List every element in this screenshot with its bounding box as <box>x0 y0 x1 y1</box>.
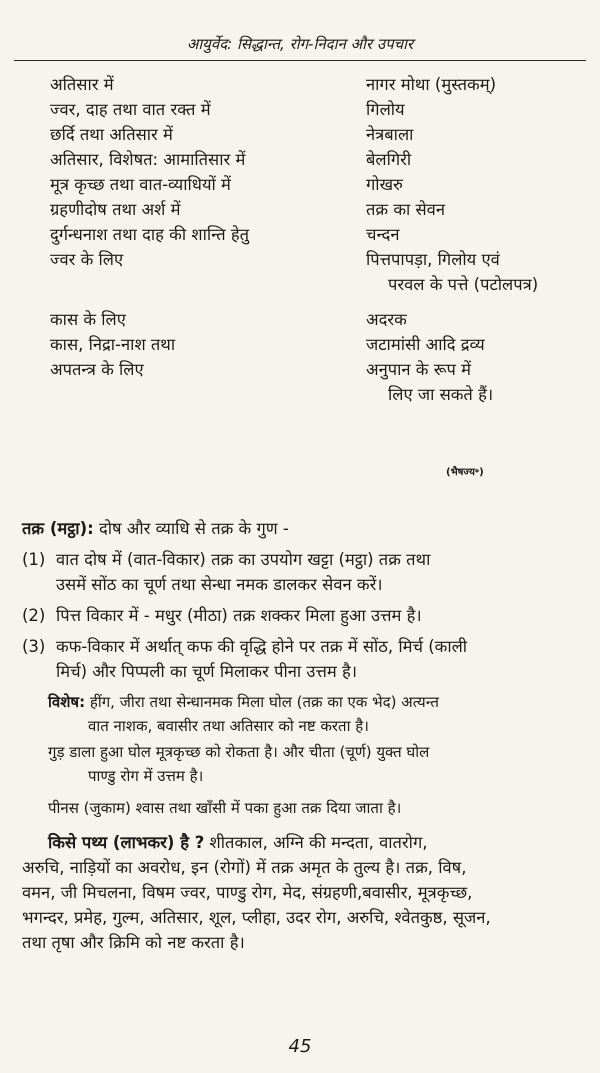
remedy-cell: अनुपान के रूप में <box>366 360 472 379</box>
takra-heading: तक्र (मट्ठा): <box>22 519 94 538</box>
remedy-cell: परवल के पत्ते (पटोलपत्र) <box>388 275 539 294</box>
pathya-text-line: वमन, जी मिचलना, विषम ज्वर, पाण्डु रोग, मेद, संग्रहणी,बवासीर, मूत्रकृच्छ, <box>22 883 473 902</box>
condition-cell: ग्रहणीदोष तथा अर्श में <box>50 200 181 219</box>
remedy-cell: चन्दन <box>366 225 400 244</box>
condition-cell <box>50 382 366 407</box>
item-text-continued: मिर्च) और पिप्पली का चूर्ण मिलाकर पीना उत्तम है। <box>56 662 357 681</box>
main-text <box>22 516 582 961</box>
remedy-cell: पित्तपापड़ा, गिलोय एवं <box>366 250 500 269</box>
remedy-cell: तक्र का सेवन <box>366 200 445 219</box>
table-row <box>50 382 570 407</box>
table-row <box>50 307 570 332</box>
item-number: (1) <box>22 550 46 569</box>
item-number: (3) <box>22 637 46 656</box>
page-number: 45 <box>288 1036 312 1057</box>
condition-cell: दुर्गन्धनाश तथा दाह की शान्ति हेतु <box>50 225 250 244</box>
remedy-cell: जटामांसी आदि द्रव्य <box>366 335 485 354</box>
takra-intro: दोष और व्याधि से तक्र के गुण - <box>98 519 289 538</box>
condition-cell: अतिसार, विशेषत: आमातिसार में <box>50 150 246 169</box>
table-row <box>50 222 570 247</box>
remedy-cell: लिए जा सकते हैं। <box>388 385 494 404</box>
list-item <box>22 547 582 597</box>
table-row <box>50 247 570 272</box>
table-row <box>50 332 570 357</box>
pinas-note: पीनस (जुकाम) श्वास तथा खाँसी में पका हुआ तक्र दिया जाता है। <box>48 799 402 817</box>
header-rule <box>14 60 586 61</box>
item-text: वात दोष में (वात-विकार) तक्र का उपयोग खट्टा (मट्ठा) तक्र तथा <box>56 550 431 569</box>
pathya-heading: किसे पथ्य (लाभकर) है ? <box>48 833 205 852</box>
gud-text-continued: पाण्डु रोग में उत्तम है। <box>88 767 204 785</box>
item-number: (2) <box>22 606 46 625</box>
pathya-text-line: अरुचि, नाड़ियों का अवरोध, इन (रोगों) में तक्र अमृत के तुल्य है। तक्र, विष, <box>22 858 467 877</box>
gud-text: गुड़ डाला हुआ घोल मूत्रकृच्छ को रोकता है। और चीता (चूर्ण) युक्त घोल <box>48 743 430 761</box>
remedy-cell: गोखरु <box>366 175 403 194</box>
vishesh-text-continued: वात नाशक, बवासीर तथा अतिसार को नष्ट करता है। <box>88 717 369 735</box>
pathya-paragraph <box>22 830 582 955</box>
condition-cell: अपतन्त्र के लिए <box>50 360 144 379</box>
condition-cell: कास, निद्रा-नाश तथा <box>50 335 176 354</box>
condition-cell <box>50 272 366 297</box>
remedy-table <box>50 72 570 407</box>
table-row <box>50 122 570 147</box>
remedy-cell: नागर मोथा (मुस्तकम्) <box>366 75 497 94</box>
pathya-text-line: तथा तृषा और क्रिमि को नष्ट करता है। <box>22 933 245 952</box>
table-row <box>50 97 570 122</box>
table-row <box>50 197 570 222</box>
condition-cell: अतिसार में <box>50 75 114 94</box>
takra-paragraph <box>22 516 582 541</box>
condition-cell: ज्वर, दाह तथा वात रक्त में <box>50 100 211 119</box>
pathya-text: शीतकाल, अग्नि की मन्दता, वातरोग, <box>209 833 428 852</box>
remedy-cell: अदरक <box>366 310 407 329</box>
condition-cell: कास के लिए <box>50 310 126 329</box>
item-text-continued: उसमें सोंठ का चूर्ण तथा सेन्धा नमक डालकर सेवन करें। <box>56 575 383 594</box>
running-header: आयुर्वेद: सिद्धान्त, रोग-निदान और उपचार <box>186 35 414 53</box>
vishesh-note <box>22 690 582 738</box>
condition-cell: मूत्र कृच्छ तथा वात-व्याधियों में <box>50 175 231 194</box>
condition-cell: ज्वर के लिए <box>50 250 124 269</box>
table-row <box>50 357 570 382</box>
remedy-cell: गिलोय <box>366 100 405 119</box>
table-row <box>50 172 570 197</box>
list-item <box>22 634 582 684</box>
table-row <box>50 72 570 97</box>
item-text: पित्त विकार में - मधुर (मीठा) तक्र शक्कर मिला हुआ उत्तम है। <box>56 606 422 625</box>
pathya-text-line: भगन्दर, प्रमेह, गुल्म, अतिसार, शूल, प्लीहा, उदर रोग, अरुचि, श्वेतकुष्ठ, सूजन, <box>22 908 491 927</box>
list-item <box>22 603 582 628</box>
source-citation: (भैषज्य॰) <box>446 467 484 478</box>
condition-cell: छर्दि तथा अतिसार में <box>50 125 173 144</box>
vishesh-label: विशेष: <box>48 693 86 711</box>
remedy-cell: बेलगिरी <box>366 150 412 169</box>
table-row <box>50 147 570 172</box>
gud-note <box>22 740 582 788</box>
table-row <box>50 272 570 297</box>
vishesh-text: हींग, जीरा तथा सेन्धानमक मिला घोल (तक्र का एक भेद) अत्यन्त <box>89 693 439 711</box>
remedy-cell: नेत्रबाला <box>366 125 414 144</box>
item-text: कफ-विकार में अर्थात् कफ की वृद्धि होने पर तक्र में सोंठ, मिर्च (काली <box>56 637 468 656</box>
